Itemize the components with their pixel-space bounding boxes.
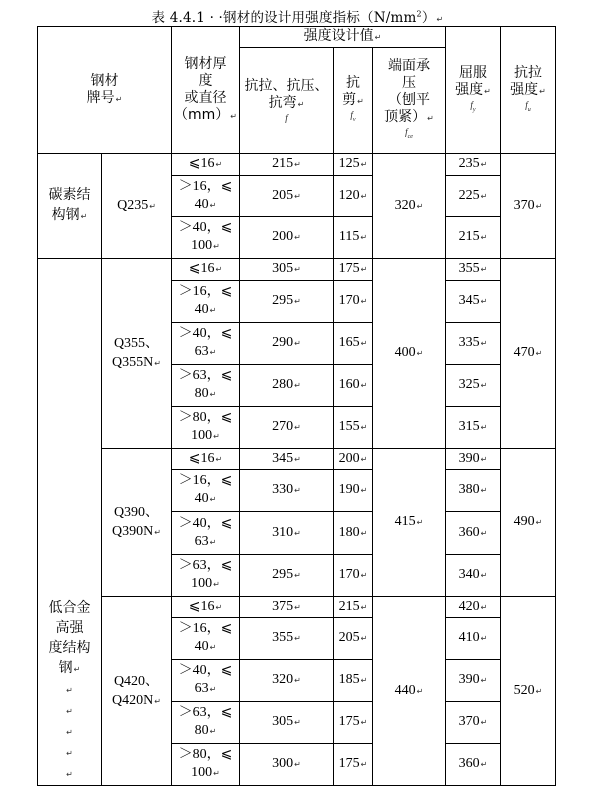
shear-value-text: 125↵ (338, 156, 368, 171)
bearing-value-text: 400↵ (394, 345, 424, 360)
tension-value-text: 310↵ (272, 524, 301, 540)
paragraph-mark: ↵ (480, 297, 488, 306)
table-caption: 表 4.4.1 · ·钢材的设计用强度指标$(N/mm^2)↵$ (151, 9, 444, 26)
yield-value-text: 345↵ (458, 293, 488, 308)
yield-value (446, 744, 501, 786)
shear-value-text: 200↵ (338, 450, 368, 466)
shear-value (334, 281, 373, 323)
bearing-value-text: 415↵ (394, 514, 424, 529)
yield-value (446, 176, 501, 217)
yield-value-text: 390↵ (458, 672, 488, 687)
thickness-cell (172, 365, 240, 407)
yield-value-text: 390↵ (458, 450, 488, 466)
paragraph-mark: ↵ (480, 423, 488, 432)
paragraph-mark: ↵ (294, 339, 301, 348)
yield-value (446, 407, 501, 449)
shear-value (334, 449, 373, 470)
paragraph-mark: ↵ (360, 454, 368, 464)
paragraph-mark: ↵ (294, 718, 301, 727)
grade-cell-text: Q355、 Q355N↵ (112, 336, 161, 370)
grade-cell (102, 154, 172, 259)
paragraph-mark: ↵ (213, 580, 220, 589)
thickness-cell (172, 470, 240, 512)
header-yield: 屈服 强度↵ $f_y$ (446, 27, 501, 154)
paragraph-mark: ↵ (480, 486, 488, 495)
paragraph-mark: ↵ (360, 634, 368, 643)
header-thickness: 钢材厚 度 或直径 （mm）↵ (172, 27, 240, 154)
ultimate-value (501, 154, 556, 259)
shear-value-text: 170↵ (338, 567, 368, 582)
grade-cell (102, 449, 172, 597)
paragraph-mark: ↵ (209, 727, 217, 736)
tension-value (240, 281, 334, 323)
tension-value-text: 270↵ (272, 419, 301, 434)
category-cell-text: 碳素结 构钢↵ (48, 187, 91, 223)
tension-value (240, 702, 334, 744)
yield-value-text: 215↵ (458, 229, 488, 244)
category-cell (38, 154, 102, 259)
tension-value (240, 470, 334, 512)
bearing-value (373, 154, 446, 259)
paragraph-mark: ↵ (360, 339, 368, 348)
paragraph-mark: ↵ (480, 528, 488, 538)
yield-value (446, 618, 501, 660)
ultimate-value-text: 520↵ (513, 682, 543, 698)
tension-value-text: 300↵ (272, 756, 301, 771)
paragraph-mark: ↵ (154, 528, 161, 537)
paragraph-mark: ↵ (294, 265, 301, 274)
header-brand: 钢材 牌号↵ (38, 27, 172, 154)
paragraph-mark: ↵ (294, 233, 301, 242)
paragraph-mark: ↵ (360, 571, 368, 580)
thickness-cell (172, 217, 240, 259)
shear-value (334, 407, 373, 449)
bearing-value-text: 320↵ (394, 197, 424, 213)
paragraph-mark: ↵ (215, 160, 223, 169)
paragraph-mark: ↵ (360, 718, 368, 727)
table-row (38, 259, 556, 281)
tension-value (240, 217, 334, 259)
shear-value (334, 597, 373, 618)
tension-value (240, 744, 334, 786)
bearing-value (373, 597, 446, 786)
paragraph-mark: ↵ (360, 760, 368, 769)
paragraph-mark: ↵ (215, 602, 223, 612)
paragraph-mark: ↵ (480, 381, 488, 390)
yield-value-text: 370↵ (458, 714, 488, 729)
paragraph-mark: ↵ (360, 381, 368, 390)
tension-value-text: 305↵ (272, 714, 301, 729)
tension-value-text: 205↵ (272, 187, 301, 203)
paragraph-mark: ↵ (360, 297, 368, 306)
tension-value (240, 618, 334, 660)
tension-value-text: 355↵ (272, 630, 301, 645)
paragraph-mark: ↵ (80, 212, 88, 221)
shear-value (334, 702, 373, 744)
shear-value (334, 555, 373, 597)
paragraph-mark: ↵ (294, 423, 301, 432)
tension-value (240, 597, 334, 618)
paragraph-mark: ↵ (480, 676, 488, 685)
paragraph-mark: ↵ (480, 718, 488, 727)
header-bearing: 端面承 压 （刨平 顶紧）↵ $f_{ce}$ (373, 48, 446, 154)
paragraph-mark: ↵ (416, 518, 424, 527)
shear-value-text: 180↵ (338, 524, 368, 540)
thickness-cell-text: ＞40，⩽ 63↵ (178, 515, 233, 549)
thickness-cell (172, 407, 240, 449)
thickness-cell-text: ＞63，⩽ 80↵ (178, 368, 233, 401)
paragraph-mark: ↵ (294, 760, 301, 769)
shear-value-text: 155↵ (338, 419, 368, 434)
thickness-cell-text: ＞80，⩽ 100↵ (178, 747, 233, 780)
header-ultimate: 抗拉 强度↵ $f_u$ (501, 27, 556, 154)
tension-value-text: 215↵ (272, 156, 301, 171)
paragraph-mark: ↵ (480, 454, 488, 464)
category-cell-text: 低合金 高强 度结构 钢↵ (48, 600, 91, 676)
paragraph-mark: ↵ (213, 242, 220, 251)
table-row (38, 154, 556, 176)
shear-value-text: 170↵ (338, 293, 368, 308)
paragraph-mark: ↵ (480, 233, 488, 242)
paragraph-mark: ↵ (294, 381, 301, 390)
thickness-cell-text: ＞40，⩽ 63↵ (178, 663, 233, 696)
tension-value (240, 154, 334, 176)
tension-value-text: 290↵ (272, 335, 301, 350)
paragraph-mark: ↵ (209, 643, 217, 652)
thickness-cell-text: ＞40，⩽ 63↵ (178, 326, 233, 359)
paragraph-mark: ↵ (480, 191, 488, 201)
shear-value-text: 185↵ (338, 672, 368, 687)
paragraph-mark: ↵ (360, 191, 368, 201)
paragraph-mark: ↵ (230, 111, 237, 121)
tension-value (240, 323, 334, 365)
table-row (38, 597, 556, 618)
paragraph-mark: ↵ (209, 685, 217, 694)
shear-value (334, 660, 373, 702)
shear-value (334, 365, 373, 407)
thickness-cell (172, 323, 240, 365)
yield-value-text: 335↵ (458, 335, 488, 350)
paragraph-mark: ↵ (480, 760, 488, 769)
paragraph-mark: ↵ (294, 571, 301, 580)
ultimate-value-text: 490↵ (513, 514, 543, 529)
bearing-value (373, 259, 446, 449)
paragraph-mark: ↵ (480, 160, 488, 169)
paragraph-mark: ↵ (149, 202, 156, 211)
yield-value (446, 470, 501, 512)
grade-cell (102, 597, 172, 786)
shear-value (334, 176, 373, 217)
paragraph-mark: ↵ (360, 528, 368, 538)
paragraph-mark: ↵ (360, 160, 368, 169)
grade-cell-text: Q390、 Q390N↵ (112, 505, 161, 539)
yield-value-text: 225↵ (458, 187, 488, 203)
thickness-cell (172, 281, 240, 323)
paragraph-mark: ↵ (213, 432, 220, 441)
grade-cell-text: Q235↵ (117, 198, 156, 213)
tension-value (240, 555, 334, 597)
paragraph-mark: ↵ (539, 86, 546, 96)
tension-value (240, 449, 334, 470)
tension-value (240, 176, 334, 217)
yield-value-text: 340↵ (458, 567, 488, 582)
tension-value-text: 280↵ (272, 377, 301, 392)
shear-value (334, 259, 373, 281)
header-design-strength: 强度设计值↵ (240, 27, 446, 48)
paragraph-mark: ↵ (215, 265, 223, 274)
tension-value (240, 365, 334, 407)
paragraph-mark: ↵ (209, 306, 217, 315)
shear-value (334, 512, 373, 555)
yield-value (446, 555, 501, 597)
paragraph-mark: ↵ (360, 676, 368, 685)
paragraph-mark: ↵ (360, 423, 368, 432)
paragraph-mark: ↵ (535, 349, 543, 358)
thickness-cell-text: ⩽16↵ (188, 261, 223, 276)
tension-value-text: 295↵ (272, 293, 301, 308)
yield-value-text: 380↵ (458, 482, 488, 497)
thickness-cell-text: ⩽16↵ (188, 156, 223, 171)
steel-strength-table (37, 26, 556, 786)
thickness-cell-text: ＞40，⩽ 100↵ (178, 220, 233, 253)
yield-value (446, 512, 501, 555)
paragraph-mark: ↵ (535, 201, 543, 211)
tension-value-text: 345↵ (272, 450, 301, 466)
paragraph-mark: ↵ (480, 571, 488, 580)
grade-cell (102, 259, 172, 449)
thickness-cell-text: ⩽16↵ (188, 598, 223, 614)
paragraph-mark: ↵ (73, 665, 81, 674)
yield-value-text: 410↵ (458, 630, 488, 645)
tension-value (240, 259, 334, 281)
empty-paragraph-marks: ↵ ↵ ↵ ↵ ↵ (66, 686, 73, 779)
table-row (38, 449, 556, 470)
yield-value-text: 360↵ (458, 524, 488, 540)
paragraph-mark: ↵ (215, 454, 223, 464)
thickness-cell-text: ＞63，⩽ 80↵ (178, 705, 233, 738)
tension-value-text: 200↵ (272, 229, 301, 244)
thickness-cell-text: ＞80，⩽ 100↵ (178, 410, 233, 443)
yield-value-text: 355↵ (458, 261, 488, 276)
tension-value-text: 375↵ (272, 598, 301, 614)
thickness-cell (172, 744, 240, 786)
thickness-cell-text: ＞16，⩽ 40↵ (178, 178, 233, 212)
paragraph-mark: ↵ (360, 265, 368, 274)
thickness-cell (172, 176, 240, 217)
paragraph-mark: ↵ (154, 696, 161, 706)
yield-value-text: 325↵ (458, 377, 488, 392)
thickness-cell (172, 154, 240, 176)
tension-value-text: 295↵ (272, 567, 301, 582)
ultimate-value-text: 470↵ (513, 345, 543, 360)
paragraph-mark: ↵ (294, 528, 301, 538)
paragraph-mark: ↵ (209, 537, 217, 547)
yield-value (446, 154, 501, 176)
shear-value-text: 175↵ (338, 261, 368, 276)
paragraph-mark: ↵ (416, 201, 424, 211)
thickness-cell-text: ＞16，⩽ 40↵ (178, 621, 233, 654)
paragraph-mark: ↵ (294, 454, 301, 464)
paragraph-mark: ↵ (484, 86, 491, 96)
grade-cell-text: Q420、 Q420N↵ (112, 673, 161, 708)
shear-value (334, 154, 373, 176)
yield-value-text: 420↵ (458, 598, 488, 614)
paragraph-mark: ↵ (297, 99, 305, 109)
bearing-value-text: 440↵ (394, 682, 424, 698)
thickness-cell (172, 555, 240, 597)
yield-value (446, 281, 501, 323)
shear-value-text: 215↵ (338, 598, 368, 614)
yield-value (446, 597, 501, 618)
thickness-cell (172, 512, 240, 555)
yield-value (446, 365, 501, 407)
tension-value-text: 305↵ (272, 261, 301, 276)
yield-value (446, 449, 501, 470)
paragraph-mark: ↵ (209, 200, 217, 210)
paragraph-mark: ↵ (427, 114, 434, 124)
paragraph-mark: ↵ (360, 602, 368, 612)
paragraph-mark: ↵ (115, 94, 123, 104)
shear-value-text: 205↵ (338, 630, 368, 645)
paragraph-mark: ↵ (535, 518, 543, 527)
shear-value-text: 160↵ (338, 377, 368, 392)
paragraph-mark: ↵ (480, 339, 488, 348)
paragraph-mark: ↵ (213, 769, 220, 778)
paragraph-mark: ↵ (480, 602, 488, 612)
shear-value-text: 120↵ (338, 187, 368, 203)
paragraph-mark: ↵ (294, 297, 301, 306)
thickness-cell (172, 702, 240, 744)
thickness-cell (172, 259, 240, 281)
paragraph-mark: ↵ (209, 495, 217, 504)
thickness-cell (172, 449, 240, 470)
thickness-cell (172, 618, 240, 660)
thickness-cell-text: ＞63，⩽ 100↵ (178, 558, 233, 591)
yield-value-text: 315↵ (458, 419, 488, 434)
thickness-cell (172, 597, 240, 618)
paragraph-mark: ↵ (535, 686, 543, 696)
shear-value (334, 323, 373, 365)
paragraph-mark: ↵ (294, 676, 301, 685)
paragraph-mark: ↵ (480, 265, 488, 274)
paragraph-mark: ↵ (294, 602, 301, 612)
shear-value-text: 165↵ (338, 335, 368, 350)
paragraph-mark: ↵ (209, 348, 217, 357)
paragraph-mark: ↵ (416, 686, 424, 696)
shear-value (334, 470, 373, 512)
yield-value-text: 360↵ (458, 756, 488, 771)
paragraph-mark: ↵ (357, 97, 364, 107)
shear-value (334, 217, 373, 259)
yield-value (446, 660, 501, 702)
ultimate-value-text: 370↵ (513, 197, 543, 213)
paragraph-mark: ↵ (416, 349, 424, 358)
paragraph-mark: ↵ (154, 359, 161, 368)
paragraph-mark: ↵ (360, 486, 368, 495)
paragraph-mark: ↵ (294, 160, 301, 169)
header-tension: 抗拉、抗压、 抗弯↵ f (240, 48, 334, 154)
tension-value (240, 512, 334, 555)
paragraph-mark: ↵ (480, 634, 488, 643)
bearing-value (373, 449, 446, 597)
tension-value (240, 660, 334, 702)
yield-value (446, 259, 501, 281)
shear-value-text: 175↵ (338, 714, 368, 729)
shear-value (334, 618, 373, 660)
shear-value-text: 115↵ (338, 229, 368, 244)
shear-value-text: 190↵ (338, 482, 368, 497)
thickness-cell (172, 660, 240, 702)
tension-value (240, 407, 334, 449)
yield-value (446, 217, 501, 259)
yield-value (446, 702, 501, 744)
yield-value-text: 235↵ (458, 156, 488, 171)
shear-value (334, 744, 373, 786)
paragraph-mark: ↵ (209, 390, 217, 399)
ultimate-value (501, 259, 556, 449)
ultimate-value (501, 449, 556, 597)
paragraph-mark: ↵ (294, 486, 301, 495)
header-shear: 抗 剪↵ $f_v$ (334, 48, 373, 154)
thickness-cell-text: ＞16，⩽ 40↵ (178, 473, 233, 506)
paragraph-mark: ↵ (294, 191, 301, 201)
category-cell (38, 259, 102, 786)
tension-value-text: 330↵ (272, 482, 301, 497)
tension-value-text: 320↵ (272, 672, 301, 687)
paragraph-mark: ↵ (294, 634, 301, 643)
ultimate-value (501, 597, 556, 786)
paragraph-mark: ↵ (360, 233, 368, 242)
yield-value (446, 323, 501, 365)
shear-value-text: 175↵ (338, 756, 368, 771)
thickness-cell-text: ＞16，⩽ 40↵ (178, 284, 233, 317)
thickness-cell-text: ⩽16↵ (188, 450, 223, 466)
